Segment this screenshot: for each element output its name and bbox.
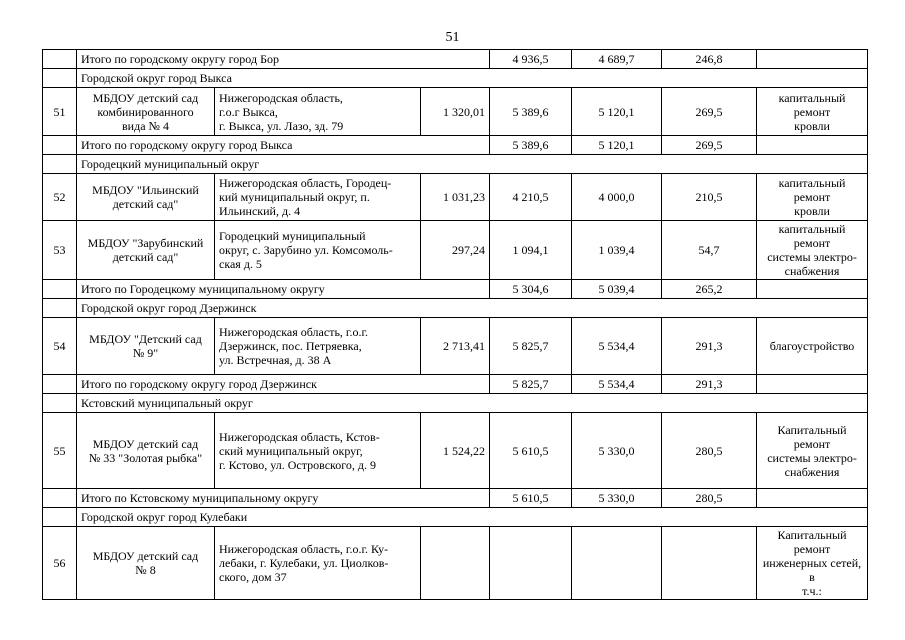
section-title: Кстовский муниципальный округ <box>77 394 868 413</box>
row-number-cell: 55 <box>43 413 77 489</box>
address-cell <box>215 221 421 280</box>
funding-table <box>42 49 868 600</box>
subtotal-label: Итого по городскому округу город Бор <box>77 50 490 69</box>
value-3-cell: 291,3 <box>662 318 757 375</box>
address-cell-line: ского, дом 37 <box>219 570 287 584</box>
address-cell-line: Нижегородская область, Кстов- <box>219 429 380 444</box>
area-cell <box>421 527 490 600</box>
institution-name-cell <box>77 221 215 280</box>
work-type-cell <box>757 136 868 155</box>
address-cell-line: Нижегородская область, Городец- <box>219 176 392 190</box>
row-number-cell: 51 <box>43 88 77 136</box>
row-number-cell <box>43 299 77 318</box>
work-type-cell <box>757 174 868 221</box>
work-type-cell <box>757 50 868 69</box>
area-cell: 1 320,01 <box>421 88 490 136</box>
institution-name-cell-line: комбинированного <box>97 104 194 119</box>
work-type-cell-line: капитальный ремонт <box>778 176 846 204</box>
work-type-cell-line: снабжения <box>784 264 840 278</box>
value-1-cell: 5 304,6 <box>490 280 572 299</box>
value-3-cell: 246,8 <box>662 50 757 69</box>
value-1-cell <box>490 527 572 600</box>
value-1-cell: 5 825,7 <box>490 375 572 394</box>
institution-name-cell-line: МБДОУ детский сад <box>92 90 199 105</box>
institution-row <box>43 413 868 489</box>
institution-name-cell-line: МБДОУ "Детский сад <box>89 332 202 346</box>
work-type-cell <box>757 280 868 299</box>
address-cell-line: кий муниципальный округ, п. <box>219 190 370 204</box>
value-1-cell: 4 936,5 <box>490 50 572 69</box>
work-type-cell <box>757 413 868 489</box>
value-1-cell: 5 389,6 <box>490 136 572 155</box>
address-cell <box>215 318 421 375</box>
value-3-cell: 54,7 <box>662 221 757 280</box>
row-number-cell <box>43 394 77 413</box>
row-number-cell: 53 <box>43 221 77 280</box>
section-header-row <box>43 508 868 527</box>
value-2-cell: 4 689,7 <box>572 50 662 69</box>
institution-name-cell <box>77 527 215 600</box>
value-2-cell: 5 330,0 <box>572 489 662 508</box>
row-number-cell <box>43 155 77 174</box>
section-title: Городской округ город Кулебаки <box>77 508 868 527</box>
subtotal-row <box>43 136 868 155</box>
section-title: Городской округ город Дзержинск <box>77 299 868 318</box>
subtotal-row <box>43 50 868 69</box>
institution-name-cell-line: МБДОУ детский сад <box>92 549 199 563</box>
value-3-cell: 269,5 <box>662 136 757 155</box>
value-2-cell: 5 120,1 <box>572 88 662 136</box>
address-cell-line: Городецкий муниципальный <box>219 229 366 243</box>
work-type-cell-line: системы электро- <box>767 250 857 264</box>
institution-name-cell <box>77 174 215 221</box>
work-type-cell <box>757 318 868 375</box>
row-number-cell <box>43 489 77 508</box>
row-number-cell <box>43 69 77 88</box>
institution-name-cell-line: МБДОУ "Зарубинский <box>87 236 204 250</box>
table-body <box>43 50 868 600</box>
value-3-cell: 269,5 <box>662 88 757 136</box>
address-cell <box>215 413 421 489</box>
value-2-cell <box>572 527 662 600</box>
row-number-cell: 54 <box>43 318 77 375</box>
value-1-cell: 5 610,5 <box>490 489 572 508</box>
subtotal-label: Итого по городскому округу город Выкса <box>77 136 490 155</box>
institution-name-cell-line: № 9" <box>132 346 159 360</box>
work-type-cell <box>757 88 868 136</box>
value-2-cell: 5 120,1 <box>572 136 662 155</box>
value-2-cell: 5 534,4 <box>572 375 662 394</box>
institution-name-cell <box>77 413 215 489</box>
subtotal-label: Итого по Кстовскому муниципальному округу <box>77 489 490 508</box>
section-header-row <box>43 394 868 413</box>
section-header-row <box>43 299 868 318</box>
section-title: Городской округ город Выкса <box>77 69 868 88</box>
work-type-cell <box>757 489 868 508</box>
institution-row <box>43 527 868 600</box>
work-type-cell-line: капитальный ремонт <box>778 90 846 119</box>
work-type-cell-line: инженерных сетей, в <box>762 556 862 584</box>
area-cell: 297,24 <box>421 221 490 280</box>
address-cell-line: ский муниципальный округ, <box>219 443 363 458</box>
work-type-cell-line: системы электро- <box>767 450 857 465</box>
value-3-cell: 280,5 <box>662 413 757 489</box>
institution-name-cell-line: вида № 4 <box>122 118 169 133</box>
institution-name-cell-line: № 8 <box>135 563 156 577</box>
address-cell-line: Нижегородская область, г.о.г. <box>219 325 369 339</box>
address-cell-line: ская д. 5 <box>219 257 262 271</box>
address-cell-line: г. Кстово, ул. Островского, д. 9 <box>219 457 376 472</box>
address-cell-line: ул. Встречная, д. 38 А <box>219 353 332 367</box>
value-2-cell: 5 039,4 <box>572 280 662 299</box>
subtotal-label: Итого по городскому округу город Дзержинск <box>77 375 490 394</box>
subtotal-label: Итого по Городецкому муниципальному округу <box>77 280 490 299</box>
work-type-cell-line: Капитальный ремонт <box>777 422 847 451</box>
value-1-cell: 5 610,5 <box>490 413 572 489</box>
value-1-cell: 1 094,1 <box>490 221 572 280</box>
value-2-cell: 4 000,0 <box>572 174 662 221</box>
row-number-cell <box>43 280 77 299</box>
address-cell-line: Ильинский, д. 4 <box>219 204 301 218</box>
institution-name-cell-line: № 33 "Золотая рыбка" <box>88 450 203 465</box>
area-cell: 2 713,41 <box>421 318 490 375</box>
institution-name-cell <box>77 88 215 136</box>
value-3-cell: 210,5 <box>662 174 757 221</box>
address-cell <box>215 88 421 136</box>
value-2-cell: 1 039,4 <box>572 221 662 280</box>
address-cell-line: г.о.г Выкса, <box>219 104 278 119</box>
work-type-cell <box>757 527 868 600</box>
address-cell-line: Нижегородская область, <box>219 90 343 105</box>
work-type-cell <box>757 221 868 280</box>
value-1-cell: 5 389,6 <box>490 88 572 136</box>
section-title: Городецкий муниципальный округ <box>77 155 868 174</box>
row-number-cell <box>43 136 77 155</box>
work-type-cell-line: снабжения <box>784 464 840 479</box>
institution-row <box>43 174 868 221</box>
institution-name-cell <box>77 318 215 375</box>
work-type-cell-line: т.ч.: <box>802 584 822 598</box>
institution-row <box>43 88 868 136</box>
section-header-row <box>43 155 868 174</box>
address-cell-line: лебаки, г. Кулебаки, ул. Циолков- <box>219 556 389 570</box>
value-3-cell: 265,2 <box>662 280 757 299</box>
area-cell: 1 524,22 <box>421 413 490 489</box>
value-2-cell: 5 534,4 <box>572 318 662 375</box>
address-cell <box>215 527 421 600</box>
institution-name-cell-line: детский сад" <box>112 197 179 211</box>
value-3-cell <box>662 527 757 600</box>
subtotal-row <box>43 375 868 394</box>
work-type-cell-line: благоустройство <box>769 339 855 353</box>
institution-row <box>43 318 868 375</box>
area-cell: 1 031,23 <box>421 174 490 221</box>
work-type-cell-line: капитальный ремонт <box>778 222 846 250</box>
address-cell <box>215 174 421 221</box>
work-type-cell <box>757 375 868 394</box>
institution-name-cell-line: МБДОУ детский сад <box>92 436 199 451</box>
value-1-cell: 5 825,7 <box>490 318 572 375</box>
work-type-cell-line: кровли <box>794 204 830 218</box>
work-type-cell-line: Капитальный ремонт <box>777 528 847 556</box>
page-number: 51 <box>445 30 460 45</box>
address-cell-line: Дзержинск, пос. Петряевка, <box>219 339 362 353</box>
institution-row <box>43 221 868 280</box>
value-2-cell: 5 330,0 <box>572 413 662 489</box>
row-number-cell: 56 <box>43 527 77 600</box>
address-cell-line: Нижегородская область, г.о.г. Ку- <box>219 542 389 556</box>
row-number-cell <box>43 508 77 527</box>
institution-name-cell-line: детский сад" <box>112 250 179 264</box>
row-number-cell: 52 <box>43 174 77 221</box>
address-cell-line: округ, с. Зарубино ул. Комсомоль- <box>219 243 393 257</box>
subtotal-row <box>43 489 868 508</box>
section-header-row <box>43 69 868 88</box>
row-number-cell <box>43 50 77 69</box>
value-1-cell: 4 210,5 <box>490 174 572 221</box>
value-3-cell: 280,5 <box>662 489 757 508</box>
row-number-cell <box>43 375 77 394</box>
value-3-cell: 291,3 <box>662 375 757 394</box>
subtotal-row <box>43 280 868 299</box>
work-type-cell-line: кровли <box>794 118 830 133</box>
address-cell-line: г. Выкса, ул. Лазо, зд. 79 <box>219 118 344 133</box>
institution-name-cell-line: МБДОУ "Ильинский <box>92 183 199 197</box>
